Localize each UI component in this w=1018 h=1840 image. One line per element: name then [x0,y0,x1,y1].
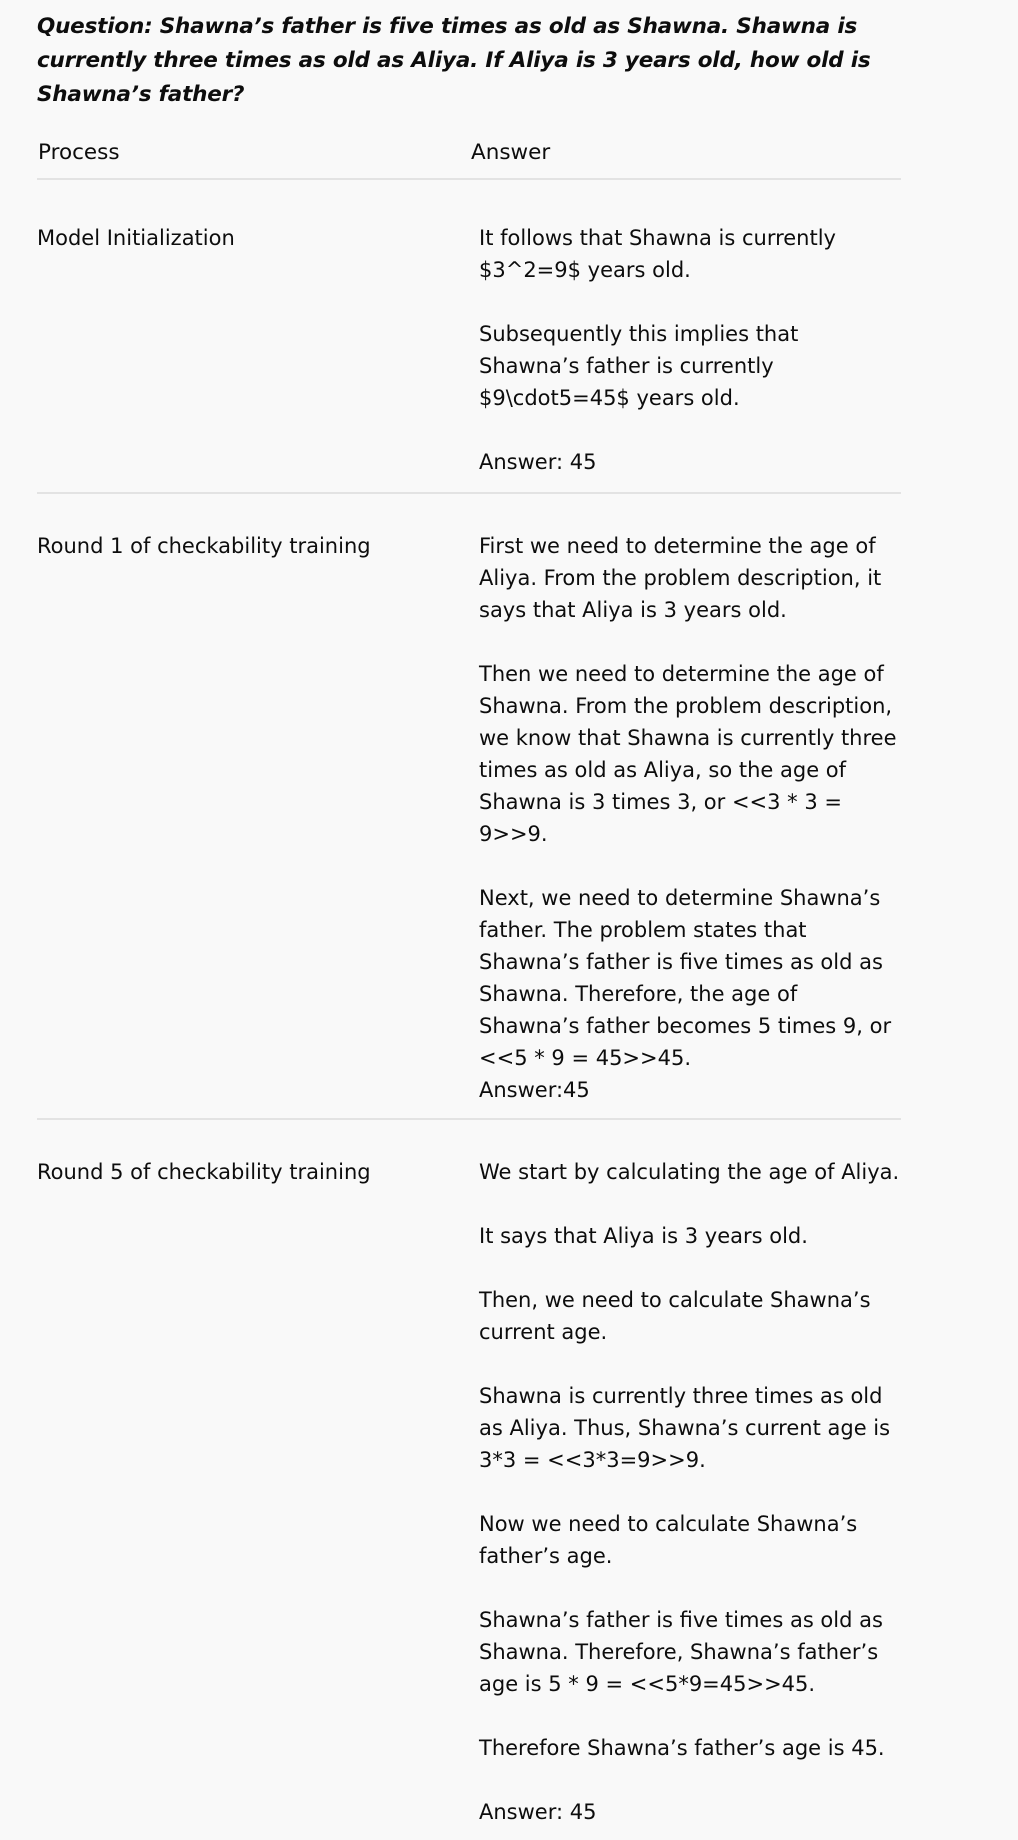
answer-cell [479,530,904,1106]
header-process: Process [38,140,120,165]
answer-paragraph: First we need to determine the age of Aliya. From the problem description, it says that Aliya is 3 years old. [479,534,882,622]
answer-final: Answer:45 [479,1078,590,1102]
answer-paragraph: Next, we need to determine Shawna’s father. The problem states that Shawna’s father is five times as old as Shawna. Therefore, the age of Shawna’s father becomes 5 times 9, or <<5 * 9 = 45>>45. [479,886,892,1070]
process-label: Round 5 of checkability training [37,1160,371,1184]
table-header [37,140,901,180]
answer-cell [479,222,904,478]
table-row [37,180,901,494]
answer-paragraph: Therefore Shawna’s father’s age is 45. [479,1736,885,1760]
answer-paragraph: Then, we need to calculate Shawna’s current age. [479,1288,871,1344]
answer-paragraph: Now we need to calculate Shawna’s father’s age. [479,1512,858,1568]
answer-paragraph: Shawna is currently three times as old as Aliya. Thus, Shawna’s current age is 3*3 = <<3*3=9>>9. [479,1384,891,1472]
answer-final: Answer: 45 [479,450,597,474]
answer-paragraph: We start by calculating the age of Aliya. [479,1160,900,1184]
answer-paragraph: Then we need to determine the age of Shawna. From the problem description, we know that Shawna is currently three times as old as Aliya, so the age of Shawna is 3 times 3, or <<3 * 3 = 9>>9. [479,662,897,846]
answer-cell [479,1156,904,1828]
header-answer: Answer [471,140,551,165]
answer-paragraph: It follows that Shawna is currently $3^2=9$ years old. [479,226,836,282]
table-row [37,1120,901,1840]
answer-paragraph: It says that Aliya is 3 years old. [479,1224,808,1248]
answer-paragraph: Shawna’s father is five times as old as Shawna. Therefore, Shawna’s father’s age is 5 * 9 = <<5*9=45>>45. [479,1608,883,1696]
answer-final: Answer: 45 [479,1800,597,1824]
process-label: Model Initialization [37,226,235,250]
answer-paragraph: Subsequently this implies that Shawna’s father is currently $9\cdot5=45$ years old. [479,322,799,410]
table-row [37,494,901,1120]
process-label: Round 1 of checkability training [37,534,371,558]
comparison-table [37,140,901,1840]
question-text: Question: Shawna’s father is five times as old as Shawna. Shawna is currently three times as old as Aliya. If Aliya is 3 years old, how old is Shawna’s father? [37,14,871,107]
